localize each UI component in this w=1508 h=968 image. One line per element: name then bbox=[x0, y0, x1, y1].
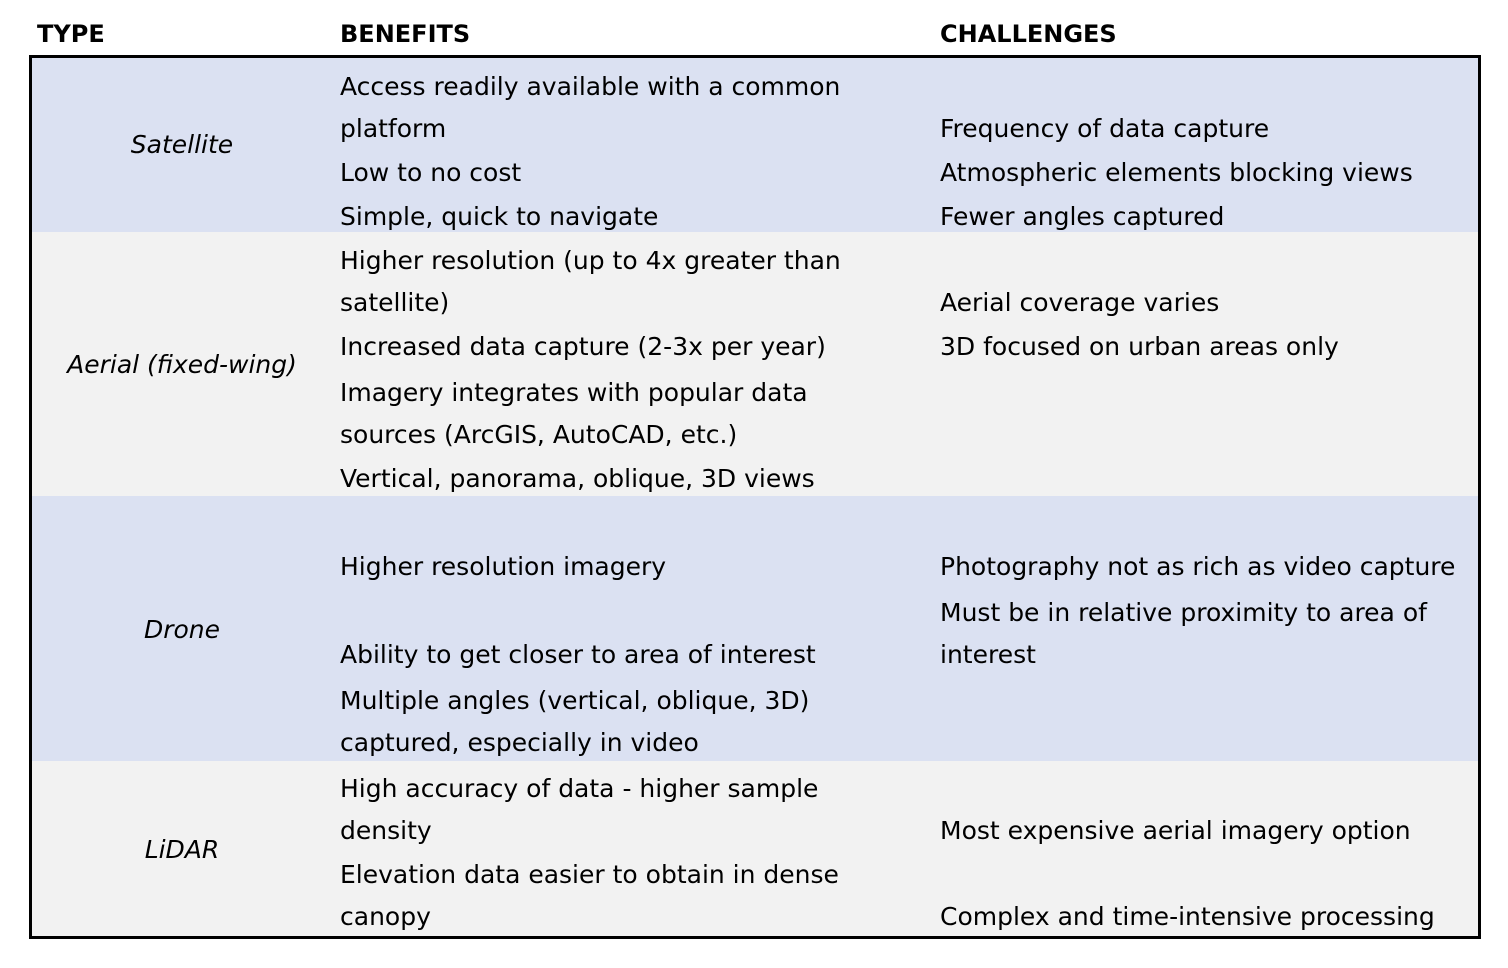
challenge-line: Most expensive aerial imagery option bbox=[940, 816, 1411, 845]
type-cell: Aerial (fixed-wing) bbox=[67, 350, 297, 379]
benefit-line: Simple, quick to navigate bbox=[340, 202, 659, 231]
benefit-line: Ability to get closer to area of interest bbox=[340, 640, 816, 669]
challenge-line: Photography not as rich as video capture bbox=[940, 552, 1456, 581]
header-type: TYPE bbox=[37, 20, 105, 48]
benefit-line: platform bbox=[340, 114, 447, 143]
challenge-line: Aerial coverage varies bbox=[940, 288, 1220, 317]
benefit-line: Increased data capture (2-3x per year) bbox=[340, 332, 826, 361]
challenge-line: Fewer angles captured bbox=[940, 202, 1225, 231]
benefit-line: High accuracy of data - higher sample bbox=[340, 774, 819, 803]
benefit-line: Low to no cost bbox=[340, 158, 522, 187]
table-row-satellite bbox=[32, 58, 1478, 232]
benefit-line: Multiple angles (vertical, oblique, 3D) bbox=[340, 686, 810, 715]
benefit-line: canopy bbox=[340, 902, 431, 931]
type-cell: Drone bbox=[143, 615, 221, 644]
type-cell: LiDAR bbox=[144, 835, 220, 864]
benefit-line: Higher resolution (up to 4x greater than bbox=[340, 246, 841, 275]
type-cell: Satellite bbox=[130, 130, 234, 159]
table-row-drone bbox=[32, 496, 1478, 761]
header-benefits: BENEFITS bbox=[340, 20, 471, 48]
benefit-line: captured, especially in video bbox=[340, 728, 699, 757]
table-header bbox=[0, 16, 1508, 52]
challenge-line: Atmospheric elements blocking views bbox=[940, 158, 1413, 187]
imagery-comparison-table bbox=[29, 55, 1481, 939]
table-row-lidar bbox=[32, 761, 1478, 939]
challenge-line: Complex and time-intensive processing bbox=[940, 902, 1435, 931]
challenge-line: interest bbox=[940, 640, 1036, 669]
benefit-line: Higher resolution imagery bbox=[340, 552, 667, 581]
benefit-line: sources (ArcGIS, AutoCAD, etc.) bbox=[340, 420, 738, 449]
benefit-line: density bbox=[340, 816, 432, 845]
benefit-line: Vertical, panorama, oblique, 3D views bbox=[340, 464, 815, 493]
table-row-aerial bbox=[32, 232, 1478, 496]
header-challenges: CHALLENGES bbox=[940, 20, 1117, 48]
benefit-line: Elevation data easier to obtain in dense bbox=[340, 860, 839, 889]
benefit-line: Access readily available with a common bbox=[340, 72, 841, 101]
challenge-line: 3D focused on urban areas only bbox=[940, 332, 1339, 361]
challenge-line: Must be in relative proximity to area of bbox=[940, 598, 1427, 627]
challenge-line: Frequency of data capture bbox=[940, 114, 1270, 143]
benefit-line: Imagery integrates with popular data bbox=[340, 378, 808, 407]
benefit-line: satellite) bbox=[340, 288, 450, 317]
